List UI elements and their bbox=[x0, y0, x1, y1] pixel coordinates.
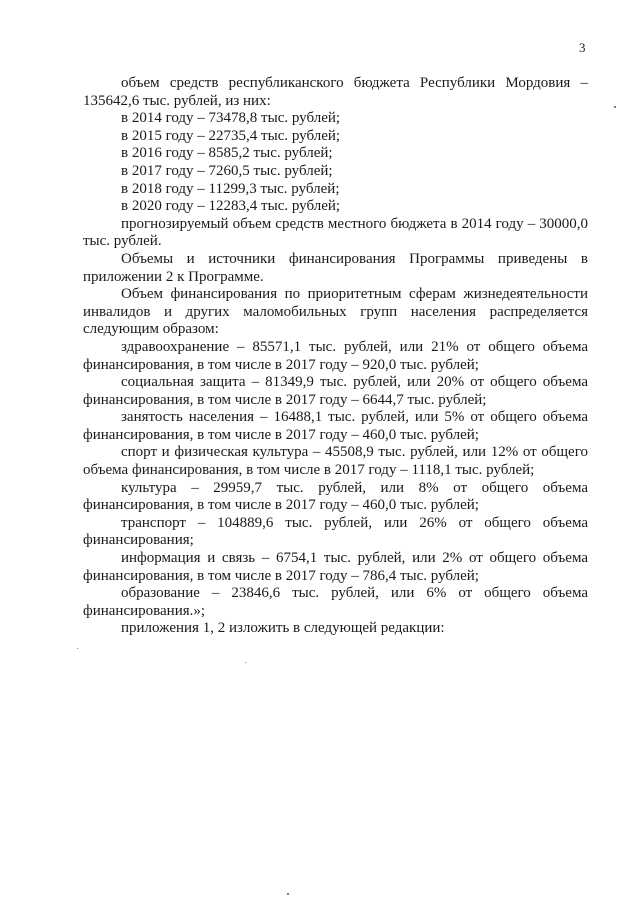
paragraph-appendices: приложения 1, 2 изложить в следующей редакции: bbox=[121, 620, 445, 637]
paragraph-healthcare: здравоохранение – 85571,1 тыс. рублей, или 21% от общего объема финансирования, в том числе в 2017 году – 920,0 тыс. рублей; bbox=[83, 338, 588, 373]
paragraph-information: информация и связь – 6754,1 тыс. рублей, или 2% от общего объема финансирования, в том числе в 2017 году – 786,4 тыс. рублей; bbox=[83, 550, 588, 584]
paragraph-year-2016: в 2016 году – 8585,2 тыс. рублей; bbox=[121, 145, 333, 162]
paragraph-year-2020: в 2020 году – 12283,4 тыс. рублей; bbox=[121, 198, 341, 215]
paragraph-sources: Объемы и источники финансирования Программы приведены в приложении 2 к Программе. bbox=[83, 250, 588, 285]
page-number: 3 bbox=[579, 40, 586, 55]
body-text bbox=[83, 75, 588, 638]
paragraph-education: образование – 23846,6 тыс. рублей, или 6% от общего объема финансирования.»; bbox=[83, 585, 588, 619]
paragraph-sport: спорт и физическая культура – 45508,9 тыс. рублей, или 12% от общего объема финансирования, в том числе в 2017 году – 1118,1 тыс. рублей; bbox=[83, 444, 588, 479]
paragraph-year-2017: в 2017 году – 7260,5 тыс. рублей; bbox=[121, 162, 333, 179]
paragraph-employment: занятость населения – 16488,1 тыс. рублей, или 5% от общего объема финансирования, в том числе в 2017 году – 460,0 тыс. рублей; bbox=[83, 409, 588, 443]
paragraph-distribution-intro: Объем финансирования по приоритетным сферам жизнедеятельности инвалидов и других маломобильных групп населения распределяется следующим образом: bbox=[83, 286, 588, 338]
paragraph-year-2018: в 2018 году – 11299,3 тыс. рублей; bbox=[121, 180, 340, 197]
scan-speck bbox=[245, 662, 246, 663]
scan-speck bbox=[287, 893, 289, 895]
paragraph-local-budget: прогнозируемый объем средств местного бюджета в 2014 году – 30000,0 тыс. рублей. bbox=[83, 215, 588, 250]
paragraph-social-protection: социальная защита – 81349,9 тыс. рублей, или 20% от общего объема финансирования, в том числе в 2017 году – 6644,7 тыс. рублей; bbox=[83, 374, 588, 408]
scan-speck bbox=[614, 106, 616, 108]
paragraph-transport: транспорт – 104889,6 тыс. рублей, или 26% от общего объема финансирования; bbox=[83, 514, 588, 549]
paragraph-year-2015: в 2015 году – 22735,4 тыс. рублей; bbox=[121, 127, 341, 144]
paragraph-year-2014: в 2014 году – 73478,8 тыс. рублей; bbox=[121, 110, 341, 127]
scan-speck bbox=[77, 648, 78, 649]
paragraph-republican-budget: объем средств республиканского бюджета Республики Мордовия – 135642,6 тыс. рублей, из них: bbox=[83, 75, 588, 109]
paragraph-culture: культура – 29959,7 тыс. рублей, или 8% от общего объема финансирования, в том числе в 2017 году – 460,0 тыс. рублей; bbox=[83, 479, 588, 514]
